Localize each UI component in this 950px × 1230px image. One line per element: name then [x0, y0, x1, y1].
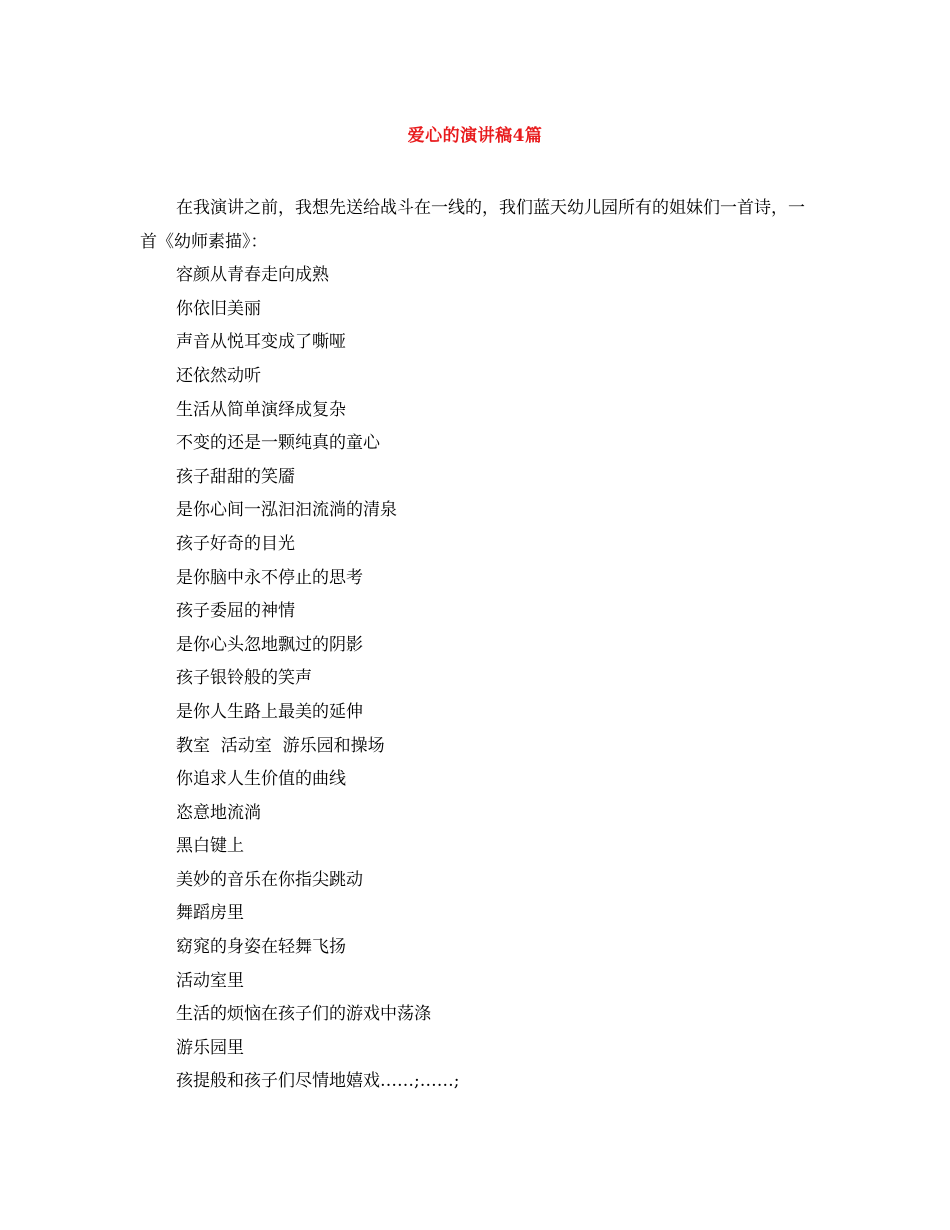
poem-line: 教室 活动室 游乐园和操场: [176, 735, 385, 756]
poem-line: 孩子甜甜的笑靥: [176, 466, 295, 487]
poem-line: 窈窕的身姿在轻舞飞扬: [176, 937, 346, 958]
poem-line: 孩子好奇的目光: [176, 533, 295, 554]
poem-line: 美妙的音乐在你指尖跳动: [176, 869, 363, 890]
poem-line: 还依然动听: [176, 365, 261, 386]
poem-line: 舞蹈房里: [176, 903, 244, 924]
poem-line: 孩子委屈的神情: [176, 601, 295, 622]
poem-line: 是你人生路上最美的延伸: [176, 701, 363, 722]
poem-line: 声音从悦耳变成了嘶哑: [176, 332, 346, 353]
poem-line: 是你心头忽地飘过的阴影: [176, 634, 363, 655]
poem-line: 你追求人生价值的曲线: [176, 769, 346, 790]
poem-line: 孩提般和孩子们尽情地嬉戏……;……;: [176, 1071, 460, 1092]
poem-line: 你依旧美丽: [176, 298, 261, 319]
poem-line: 孩子银铃般的笑声: [176, 668, 312, 689]
poem-line: 容颜从青春走向成熟: [176, 265, 329, 286]
poem-line: 黑白键上: [176, 836, 244, 857]
poem: [140, 259, 812, 1099]
poem-line: 生活从简单演绎成复杂: [176, 399, 346, 420]
poem-line: 恣意地流淌: [176, 802, 261, 823]
document-title: 爱心的演讲稿4篇: [407, 126, 543, 146]
poem-line: 不变的还是一颗纯真的童心: [176, 433, 380, 454]
poem-line: 生活的烦恼在孩子们的游戏中荡涤: [176, 1004, 431, 1025]
poem-line: 是你心间一泓汩汩流淌的清泉: [176, 500, 397, 521]
poem-line: 活动室里: [176, 970, 244, 991]
document-body: [140, 192, 812, 1099]
intro-paragraph: 在我演讲之前，我想先送给战斗在一线的，我们蓝天幼儿园所有的姐妹们一首诗，一首《幼师素描》：: [140, 198, 805, 252]
poem-line: 游乐园里: [176, 1037, 244, 1058]
poem-line: 是你脑中永不停止的思考: [176, 567, 363, 588]
